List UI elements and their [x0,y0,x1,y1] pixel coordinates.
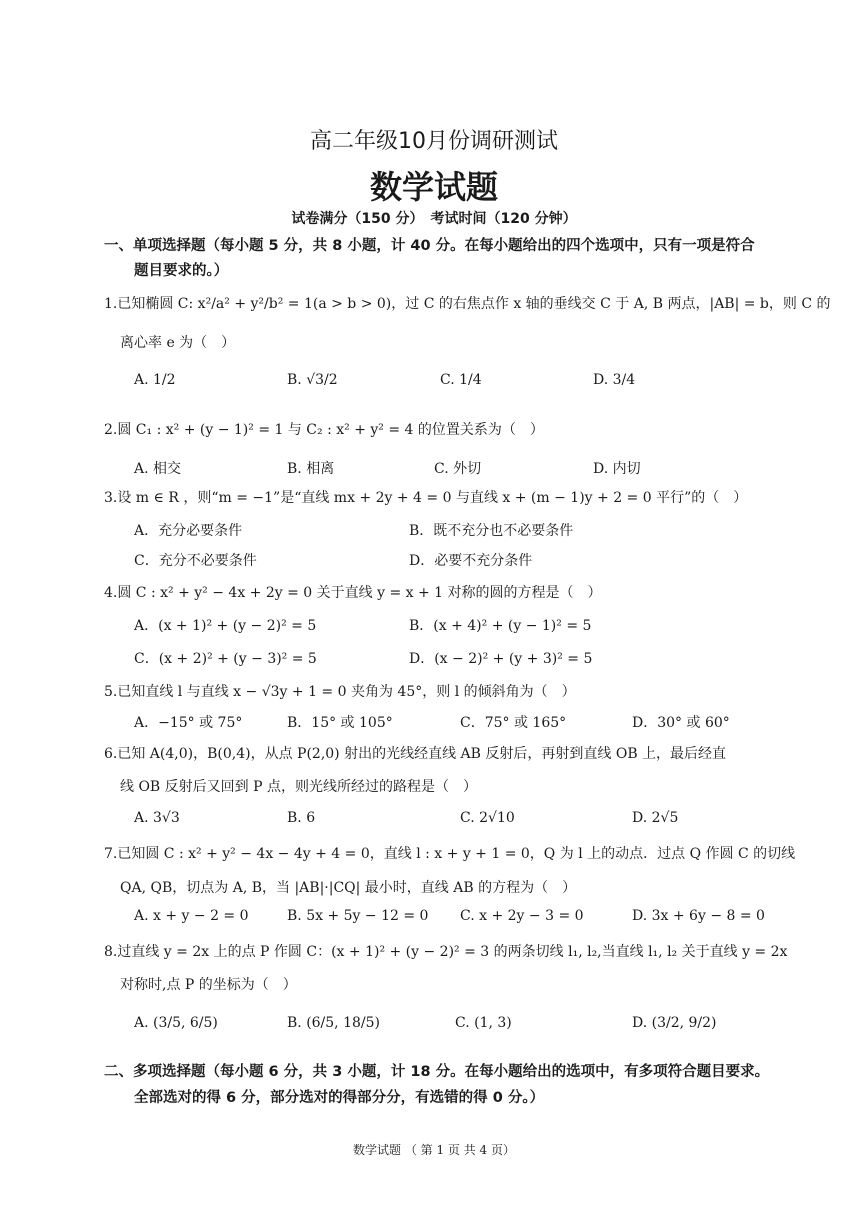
question-5-option-a: A．−15° 或 75° [134,715,243,731]
question-2-option-c: C. 外切 [434,461,482,477]
question-7-line1: 7.已知圆 C : x² + y² − 4x − 4y + 4 = 0，直线 l : x + y + 1 = 0，Q 为 l 上的动点．过点 Q 作圆 C 的切线 [104,846,796,862]
question-7-option-c: C. x + 2y − 3 = 0 [460,908,584,924]
question-8-line2: 对称时,点 P 的坐标为（ ） [120,977,297,993]
question-7-option-d: D. 3x + 6y − 8 = 0 [632,908,765,924]
exam-info: 试卷满分（150 分） 考试时间（120 分钟） [291,211,577,227]
question-1-option-b: B. √3/2 [287,372,338,388]
subject-title: 数学试题 [369,168,498,206]
question-1-line2: 离心率 e 为（ ） [120,335,236,351]
question-2-line1: 2.圆 C₁ : x² + (y − 1)² = 1 与 C₂ : x² + y² = 4 的位置关系为（ ） [104,422,544,438]
question-6-option-b: B. 6 [287,810,316,826]
question-1-option-a: A. 1/2 [134,372,176,388]
question-4-option-c: C．(x + 2)² + (y − 3)² = 5 [134,651,317,667]
question-4-option-a: A．(x + 1)² + (y − 2)² = 5 [134,618,317,634]
section1-heading-line1: 一、单项选择题（每小题 5 分，共 8 小题，计 40 分。在每小题给出的四个选项中，只有一项是符合 [104,238,755,254]
question-8-option-b: B. (6/5, 18/5) [287,1015,380,1031]
question-6-option-a: A. 3√3 [134,810,180,826]
question-7-option-a: A. x + y − 2 = 0 [134,908,249,924]
question-1-option-c: C. 1/4 [440,372,482,388]
question-8-line1: 8.过直线 y = 2x 上的点 P 作圆 C：(x + 1)² + (y − 2)² = 3 的两条切线 l₁, l₂,当直线 l₁, l₂ 关于直线 y = 2x [104,944,788,960]
question-6-option-c: C. 2√10 [460,810,515,826]
section1-heading-line2: 题目要求的。） [134,263,229,279]
question-7-option-b: B. 5x + 5y − 12 = 0 [287,908,429,924]
question-1-option-d: D. 3/4 [593,372,636,388]
question-6-line2: 线 OB 反射后又回到 P 点，则光线所经过的路程是（ ） [120,779,477,795]
question-8-option-d: D. (3/2, 9/2) [632,1015,717,1031]
question-3-option-b: B．既不充分也不必要条件 [409,523,574,539]
question-1-line1: 1.已知椭圆 C: x²/a² + y²/b² = 1(a > b > 0)，过 C 的右焦点作 x 轴的垂线交 C 于 A, B 两点，|AB| = b，则 C 的 [104,296,831,312]
question-5-option-d: D．30° 或 60° [632,715,730,731]
question-6-option-d: D. 2√5 [632,810,679,826]
question-7-line2: QA, QB，切点为 A, B，当 |AB|·|CQ| 最小时，直线 AB 的方程为（ ） [120,880,577,896]
question-3-option-a: A．充分必要条件 [134,523,243,539]
question-8-option-c: C. (1, 3) [455,1015,512,1031]
question-6-line1: 6.已知 A(4,0)，B(0,4)，从点 P(2,0) 射出的光线经直线 AB 反射后，再射到直线 OB 上，最后经直 [104,746,727,762]
question-5-option-b: B．15° 或 105° [287,715,393,731]
exam-title: 高二年级10月份调研测试 [310,129,558,154]
question-2-option-a: A. 相交 [134,461,182,477]
section2-heading-line2: 全部选对的得 6 分，部分选对的得部分分，有选错的得 0 分。） [134,1090,545,1106]
question-5-line1: 5.已知直线 l 与直线 x − √3y + 1 = 0 夹角为 45°，则 l 的倾斜角为（ ） [104,684,576,700]
question-3-option-d: D．必要不充分条件 [409,553,533,569]
question-2-option-b: B. 相离 [287,461,335,477]
question-4-option-d: D．(x − 2)² + (y + 3)² = 5 [409,651,593,667]
question-2-option-d: D. 内切 [593,461,641,477]
question-3-option-c: C．充分不必要条件 [134,553,257,569]
section2-heading-line1: 二、多项选择题（每小题 6 分，共 3 小题，计 18 分。在每小题给出的选项中，有多项符合题目要求。 [104,1064,770,1080]
question-4-line1: 4.圆 C : x² + y² − 4x + 2y = 0 关于直线 y = x + 1 对称的圆的方程是（ ） [104,585,602,601]
question-4-option-b: B．(x + 4)² + (y − 1)² = 5 [409,618,592,634]
page-footer: 数学试题 （ 第 1 页 共 4 页） [353,1143,515,1157]
question-8-option-a: A. (3/5, 6/5) [134,1015,218,1031]
question-5-option-c: C．75° 或 165° [460,715,567,731]
question-3-line1: 3.设 m ∈ R ，则“m = −1”是“直线 mx + 2y + 4 = 0 与直线 x + (m − 1)y + 2 = 0 平行”的（ ） [104,490,748,506]
